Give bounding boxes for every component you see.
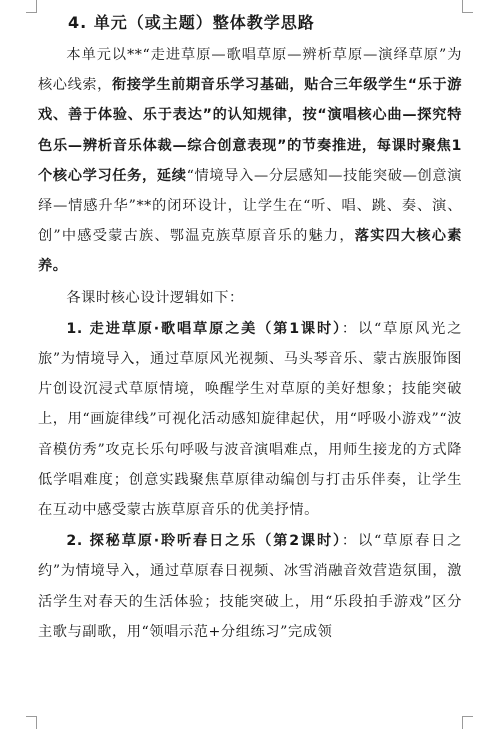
lesson-2-paragraph xyxy=(38,526,462,647)
lesson-1-body: ：以“草原风光之旅”为情境导入，通过草原风光视频、马头琴音乐、蒙古族服饰图片创设沉浸式草原情境，唤醒学生对草原的美好想象；技能突破上，用“画旋律线”可视化活动感知旋律起伏，用“呼吸小游戏”“波音模仿秀”攻克长乐句呼吸与波音演唱难点，用师生接龙的方式降低学唱难度；创意实践聚焦草原律动编创与打击乐伴奏，让学生在互动中感受蒙古族草原音乐的优美抒情。 xyxy=(38,320,462,519)
page-corner-mark xyxy=(462,0,473,13)
logic-intro-paragraph: 各课时核心设计逻辑如下： xyxy=(66,289,244,306)
page-corner-mark xyxy=(462,716,473,729)
intro-text-continued: “情境导入—分层感知—技能突破—创意演绎—情感升华”**的闭环设计，让学生在“听、唱、跳、奏、演、创”中感受蒙古族、鄂温克族草原音乐的魅力， xyxy=(38,167,462,245)
intro-bold-text: 衔接学生前期音乐学习基础，贴合三年级学生“乐于游戏、善于体验、乐于表达”的认知规律，按“演唱核心曲—探究特色乐—辨析音乐体裁—综合创意表现”的节奏推进，每课时聚焦1个核心学习任务，延续 xyxy=(38,77,462,184)
lesson-2-body: ：以“草原春日之约”为情境导入，通过草原春日视频、冰雪消融音效营造氛围，激活学生对春天的生活体验；技能突破上，用“乐段拍手游戏”区分主歌与副歌，用“领唱示范+分组练习”完成领 xyxy=(38,533,462,640)
document-body xyxy=(38,8,462,647)
page-corner-mark xyxy=(26,0,37,13)
intro-bold-ending: 落实四大核心素养。 xyxy=(38,228,462,275)
lesson-2-title: 2. 探秘草原·聆听春日之乐（第2课时） xyxy=(66,533,342,550)
intro-text: 本单元以**“走进草原—歌唱草原—辨析草原—演绎草原”为核心线索， xyxy=(38,47,462,94)
section-heading: 4. 单元（或主题）整体教学思路 xyxy=(68,13,315,32)
lesson-1-paragraph xyxy=(38,314,462,525)
lesson-1-title: 1. 走进草原·歌唱草原之美（第1课时） xyxy=(66,320,342,337)
page-corner-mark xyxy=(26,716,37,729)
intro-paragraph xyxy=(38,40,462,282)
